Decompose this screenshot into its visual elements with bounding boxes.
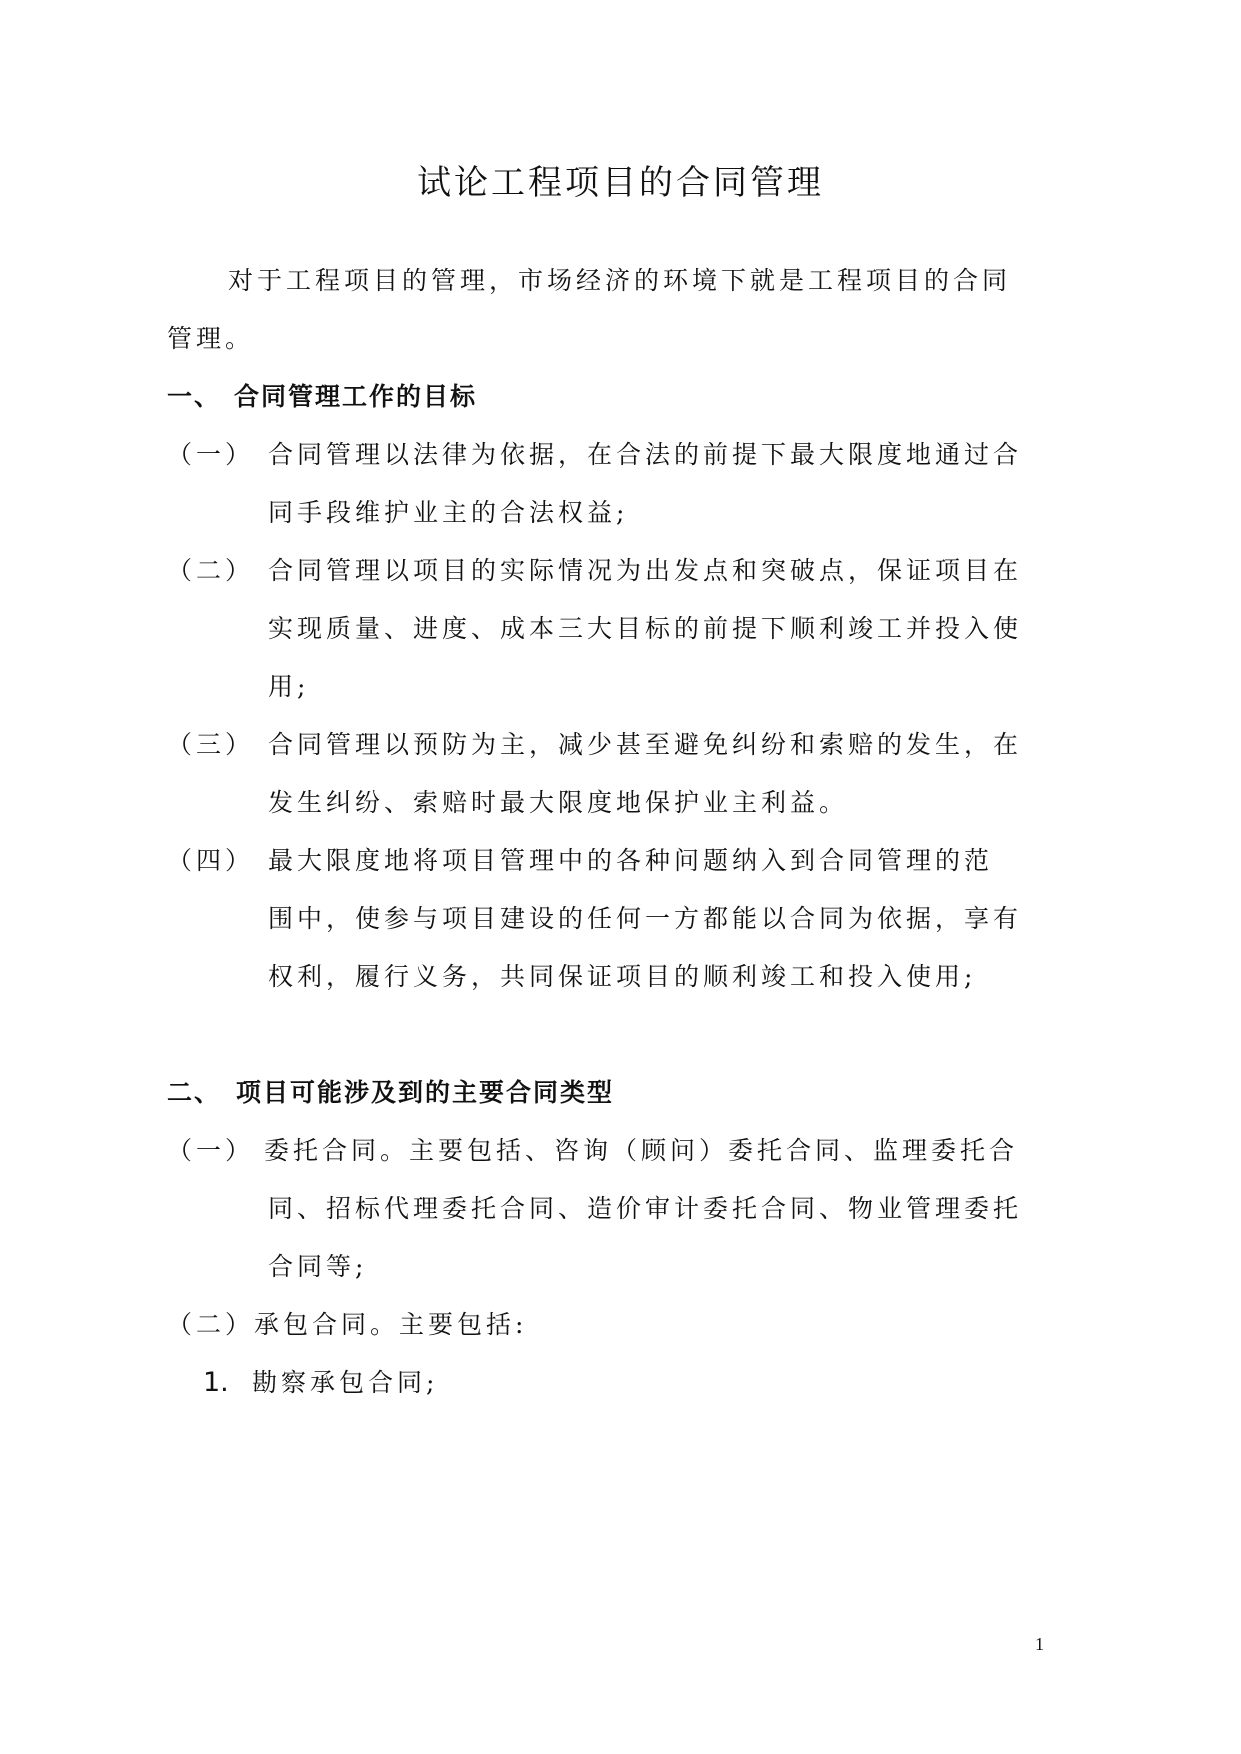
section-2-number: 二、 xyxy=(167,1078,222,1107)
page-number: 1 xyxy=(1035,1634,1044,1654)
section-1-item-4-line-2: 围中，使参与项目建设的任何一方都能以合同为依据，享有 xyxy=(268,904,1023,933)
section-1-heading: 合同管理工作的目标 xyxy=(234,382,478,411)
section-1-item-3-marker: （三） xyxy=(167,730,255,759)
section-2-subitem-1-text: 勘察承包合同; xyxy=(252,1368,439,1397)
section-2-item-1-line-1: 委托合同。主要包括、咨询（顾问）委托合同、监理委托合 xyxy=(264,1136,1019,1165)
section-2-item-1-marker: （一） xyxy=(167,1136,255,1165)
section-1-item-2-marker: （二） xyxy=(167,556,255,585)
section-1-item-1-line-1: 合同管理以法律为依据，在合法的前提下最大限度地通过合 xyxy=(268,440,1023,469)
section-1-item-4-line-1: 最大限度地将项目管理中的各种问题纳入到合同管理的范 xyxy=(268,846,994,875)
section-1-item-4-line-3: 权利，履行义务，共同保证项目的顺利竣工和投入使用; xyxy=(268,962,977,991)
section-1-item-1-line-2: 同手段维护业主的合法权益; xyxy=(268,498,629,527)
section-1-item-1-marker: （一） xyxy=(167,440,255,469)
section-2-heading: 项目可能涉及到的主要合同类型 xyxy=(236,1078,615,1107)
intro-line-1: 对于工程项目的管理，市场经济的环境下就是工程项目的合同 xyxy=(228,266,1012,295)
section-1-item-2-line-1: 合同管理以项目的实际情况为出发点和突破点，保证项目在 xyxy=(268,556,1023,585)
section-2-subitem-1-number: 1. xyxy=(203,1367,229,1398)
section-1-item-3-line-1: 合同管理以预防为主，减少甚至避免纠纷和索赔的发生，在 xyxy=(268,730,1023,759)
section-1-number: 一、 xyxy=(167,382,222,411)
section-1-item-2-line-2: 实现质量、进度、成本三大目标的前提下顺利竣工并投入使 xyxy=(268,614,1023,643)
section-1-item-2-line-3: 用; xyxy=(268,672,310,701)
intro-line-2: 管理。 xyxy=(167,324,255,353)
document-title: 试论工程项目的合同管理 xyxy=(417,163,824,203)
section-2-item-2: （二）承包合同。主要包括: xyxy=(167,1310,528,1339)
section-2-item-1-line-2: 同、招标代理委托合同、造价审计委托合同、物业管理委托 xyxy=(268,1194,1023,1223)
section-2-item-1-line-3: 合同等; xyxy=(268,1252,368,1281)
section-1-item-3-line-2: 发生纠纷、索赔时最大限度地保护业主利益。 xyxy=(268,788,849,817)
section-1-item-4-marker: （四） xyxy=(167,846,255,875)
